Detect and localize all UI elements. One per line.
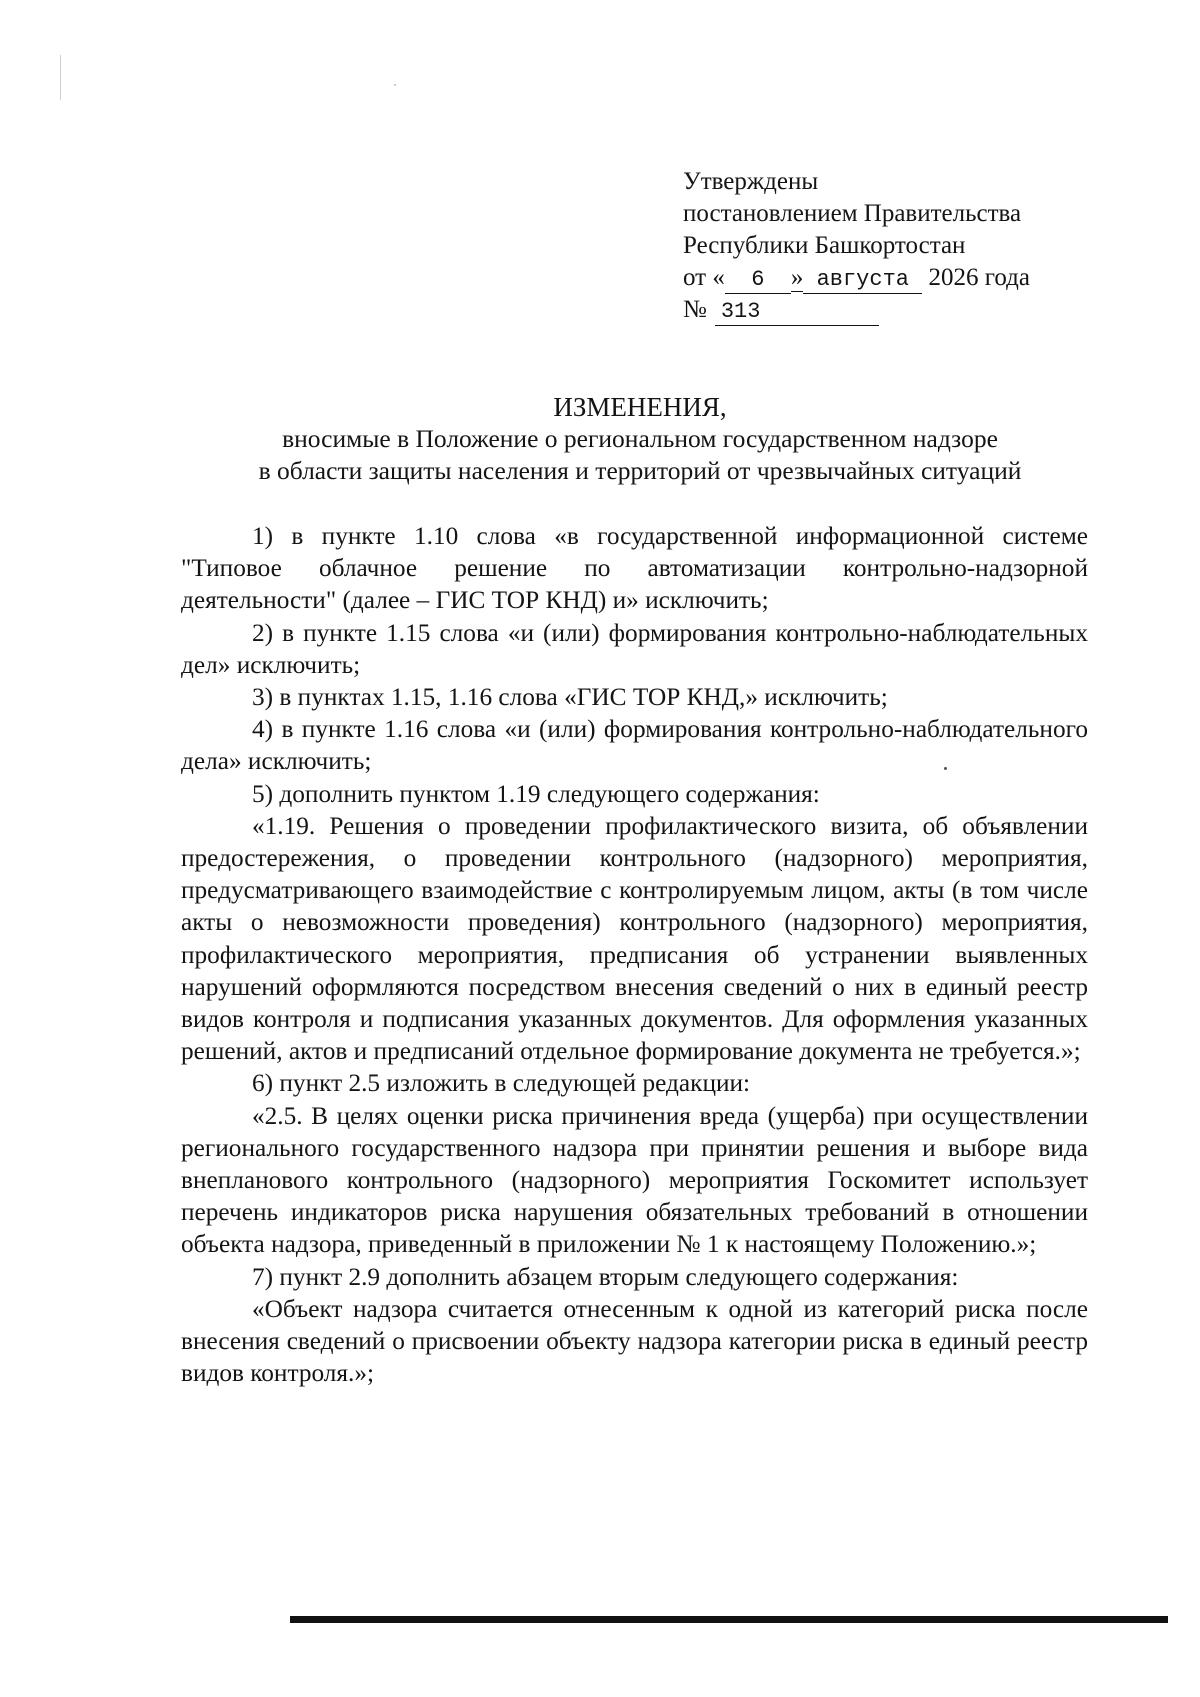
approval-line-republic: Республики Башкортостан	[683, 232, 966, 259]
paragraph-item-1: 1) в пункте 1.10 слова «в государственной информационной системе "Типовое облачное решение по автоматизации контрольно-надзорной деятельности" (далее – ГИС ТОР КНД) и» исключить;	[181, 522, 1088, 615]
document-title-block	[190, 391, 1090, 487]
scan-artifact-line	[60, 55, 61, 100]
paragraph-item-4: 4) в пункте 1.16 слова «и (или) формирования контрольно-наблюдательного дела» исключить;	[181, 715, 1088, 776]
document-subtitle-line2: в области защиты населения и территорий от чрезвычайных ситуаций	[258, 456, 1022, 485]
paragraph-item-7: 7) пункт 2.9 дополнить абзацем вторым следующего содержания:	[252, 1262, 959, 1291]
paragraph-item-3: 3) в пунктах 1.15, 1.16 слова «ГИС ТОР КНД,» исключить;	[252, 683, 888, 712]
number-prefix: №	[683, 296, 707, 323]
approval-line-approved: Утверждены	[683, 168, 819, 195]
date-mid-quote: »	[790, 264, 804, 291]
document-subtitle-line1: вносимые в Положение о региональном государственном надзоре	[282, 424, 998, 453]
paragraph-quote-2-9: «Объект надзора считается отнесенным к одной из категорий риска после внесения сведений о присвоении объекту надзора категории риска в единый реестр видов контроля.»;	[181, 1294, 1088, 1388]
date-month: августа	[803, 267, 922, 294]
approval-line-resolution: постановлением Правительства	[683, 200, 1022, 227]
scan-bottom-rule	[290, 1616, 1168, 1623]
approval-number-line	[683, 294, 1103, 326]
paragraph-item-2: 2) в пункте 1.15 слова «и (или) формирования контрольно-наблюдательных дел» исключить;	[181, 618, 1088, 679]
date-prefix: от «	[683, 264, 725, 291]
document-title: ИЗМЕНЕНИЯ,	[553, 392, 727, 422]
paragraph-quote-2-5: «2.5. В целях оценки риска причинения вреда (ущерба) при осуществлении регионального государственного надзора при принятии решения и выборе вида внепланового контрольного (надзорного) мероприятия Госкомитет использует перечень индикаторов риска нарушения обязательных требований в отношении объекта надзора, приведенный в приложении № 1 к настоящему Положению.»;	[181, 1101, 1088, 1259]
scan-artifact-dot	[394, 84, 396, 86]
paragraph-item-6: 6) пункт 2.5 изложить в следующей редакции:	[252, 1069, 751, 1098]
document-body	[181, 520, 1088, 1389]
number-value: 313	[715, 299, 879, 326]
paragraph-item-5: 5) дополнить пунктом 1.19 следующего содержания:	[252, 779, 820, 808]
paragraph-quote-1-19: «1.19. Решения о проведении профилактического визита, об объявлении предостережения, о проведении контрольного (надзорного) мероприятия, предусматривающего взаимодействие с контролируемым лицом, акты (в том числе акты о невозможности проведения) контрольного (надзорного) мероприятия, профилактического мероприятия, предписания об устранении выявленных нарушений оформляются посредством внесения сведений о них в единый реестр видов контроля и подписания указанных документов. Для оформления указанных решений, актов и предписаний отдельное формирование документа не требуется.»;	[181, 811, 1088, 1066]
approval-date-line	[683, 262, 1103, 294]
approval-stamp-block	[683, 166, 1103, 326]
date-day: 6	[725, 267, 791, 294]
date-year: 2026 года	[928, 264, 1030, 291]
